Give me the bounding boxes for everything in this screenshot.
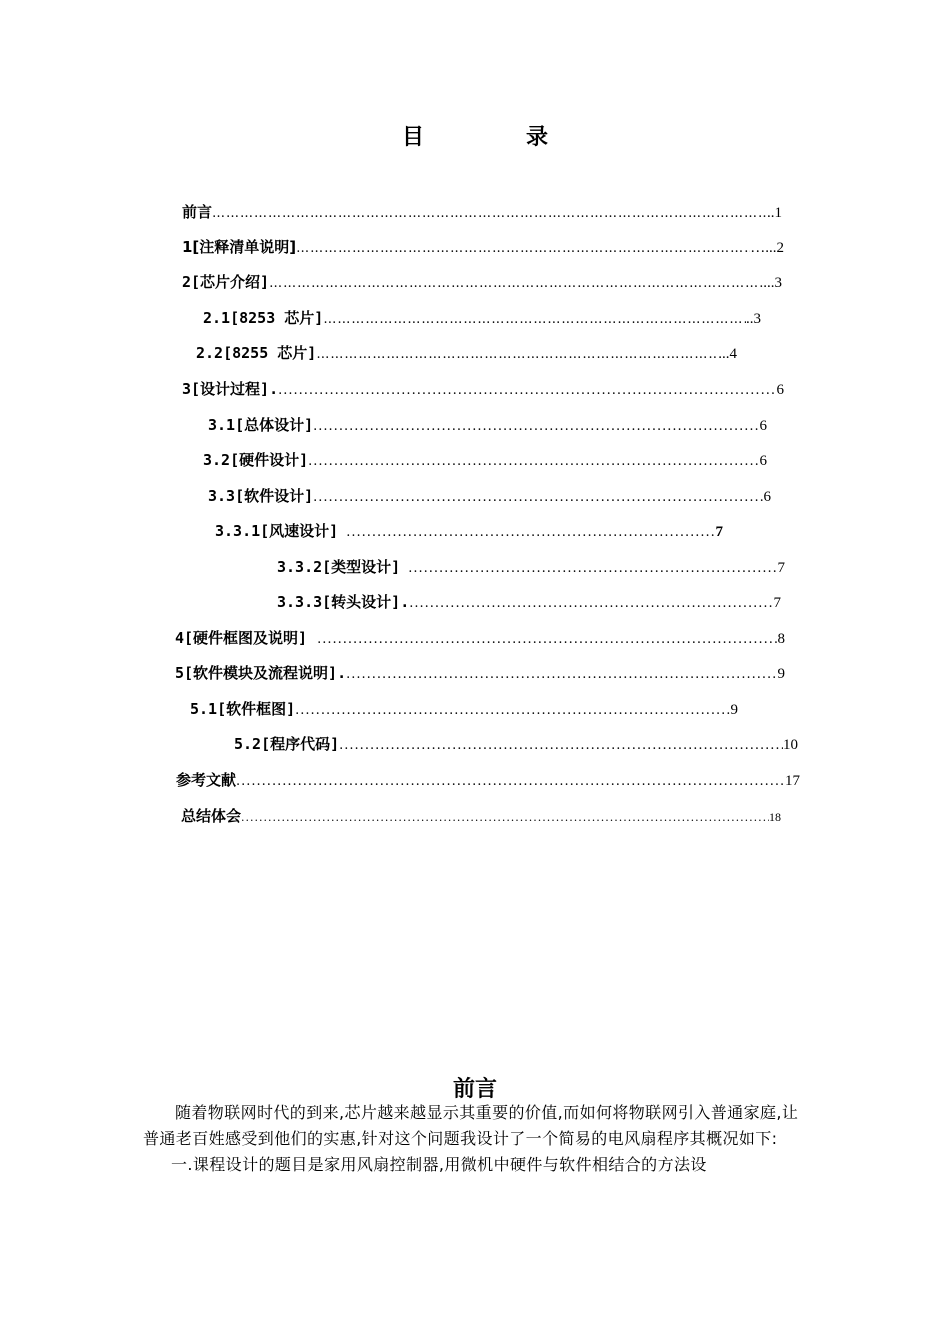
toc-leader-dots (409, 596, 773, 611)
toc-leader-dots (278, 383, 776, 398)
toc-entry-page: 6 (776, 382, 784, 398)
toc-entry-label: 3.3[软件设计] (208, 487, 314, 505)
toc-leader-dots (339, 738, 783, 753)
toc-entry-2[interactable] (182, 271, 782, 293)
toc-entry-4[interactable] (175, 627, 785, 649)
toc-leader-dots (308, 454, 759, 469)
toc-entry-1[interactable] (182, 236, 784, 258)
toc-entry-5[interactable] (175, 662, 785, 684)
toc-entry-page: 10 (783, 737, 798, 753)
toc-entry-page: 7 (773, 595, 781, 611)
preface-body (143, 1100, 811, 1178)
toc-entry-label: 3[设计过程]. (182, 380, 279, 398)
toc-entry-page: 7 (777, 560, 785, 576)
toc-leader-dots (346, 525, 715, 540)
preface-heading: 前言 (452, 1077, 497, 1102)
toc-entry-label: 1[注释清单说明] (182, 238, 297, 256)
toc-entry-label: 3.2[硬件设计] (203, 451, 309, 469)
toc-title: 目 录 (401, 125, 588, 150)
toc-entry-page: 7 (715, 524, 723, 540)
toc-entry-page: …...2 (750, 240, 784, 256)
toc-entry-page: 9 (777, 666, 785, 682)
toc-entry-references[interactable] (176, 769, 800, 791)
toc-entry-summary[interactable] (181, 805, 781, 827)
toc-entry-preface[interactable] (182, 201, 782, 223)
toc-leader-dots (313, 419, 759, 434)
toc-entry-3-2[interactable] (203, 449, 767, 471)
toc-entry-label: 3.3.1[风速设计] (215, 522, 339, 540)
toc-leader-dots (323, 312, 746, 327)
toc-leader-dots (241, 811, 769, 824)
toc-leader-dots (408, 561, 777, 576)
toc-entry-label: 3.3.2[类型设计] (277, 558, 401, 576)
toc-leader-dots (236, 774, 785, 789)
toc-entry-page: 18 (769, 810, 781, 824)
toc-leader-dots (269, 276, 763, 291)
toc-leader-dots (317, 632, 777, 647)
toc-entry-label: 前言 (182, 203, 213, 221)
toc-leader-dots (295, 703, 730, 718)
toc-entry-2-1[interactable] (203, 307, 761, 329)
toc-entry-page: ..3 (746, 311, 761, 327)
toc-entry-page: ...4 (718, 346, 737, 362)
toc-entry-3-3-2[interactable] (277, 556, 785, 578)
toc-entry-page: 6 (763, 489, 771, 505)
toc-entry-label: 参考文献 (176, 771, 237, 789)
toc-entry-label: 2.2[8255 芯片] (196, 344, 317, 362)
toc-entry-5-2[interactable] (234, 733, 798, 755)
toc-entry-page: 6 (759, 453, 767, 469)
preface-paragraph: 随着物联网时代的到来,芯片越来越显示其重要的价值,而如何将物联网引入普通家庭,让普通老百姓感受到他们的实惠,针对这个问题我设计了一个简易的电风扇程序其概况如下: (143, 1103, 799, 1148)
toc-entry-3[interactable] (182, 378, 784, 400)
toc-entry-page: 17 (785, 773, 800, 789)
toc-entry-3-3[interactable] (208, 485, 771, 507)
toc-entry-label: 5.1[软件框图] (190, 700, 296, 718)
toc-entry-5-1[interactable] (190, 698, 738, 720)
toc-entry-label: 5[软件模块及流程说明]. (175, 664, 347, 682)
toc-entry-label: 2.1[8253 芯片] (203, 309, 324, 327)
toc-entry-page: 6 (759, 418, 767, 434)
toc-entry-label: 5.2[程序代码] (234, 735, 340, 753)
toc-leader-dots (316, 347, 718, 362)
toc-leader-dots (346, 667, 777, 682)
toc-leader-dots (212, 206, 767, 221)
toc-entry-label: 3.3.3[转头设计]. (277, 593, 410, 611)
toc-entry-3-3-1[interactable] (215, 520, 723, 542)
toc-entry-page: ..1 (767, 205, 782, 221)
toc-entry-label: 3.1[总体设计] (208, 416, 314, 434)
toc-leader-dots (296, 241, 750, 256)
toc-entry-label: 4[硬件框图及说明] (175, 629, 308, 647)
toc-entry-page: ...3 (763, 275, 782, 291)
toc-leader-dots (313, 490, 763, 505)
toc-entry-page: 8 (777, 631, 785, 647)
toc-entry-label: 总结体会 (181, 807, 242, 825)
toc-entry-page: 9 (730, 702, 738, 718)
toc-entry-3-3-3[interactable] (277, 591, 781, 613)
toc-entry-label: 2[芯片介绍] (182, 273, 270, 291)
toc-entry-2-2[interactable] (196, 342, 737, 364)
preface-paragraph: 一.课程设计的题目是家用风扇控制器,用微机中硬件与软件相结合的方法设 (171, 1155, 707, 1174)
toc-entry-3-1[interactable] (208, 414, 767, 436)
